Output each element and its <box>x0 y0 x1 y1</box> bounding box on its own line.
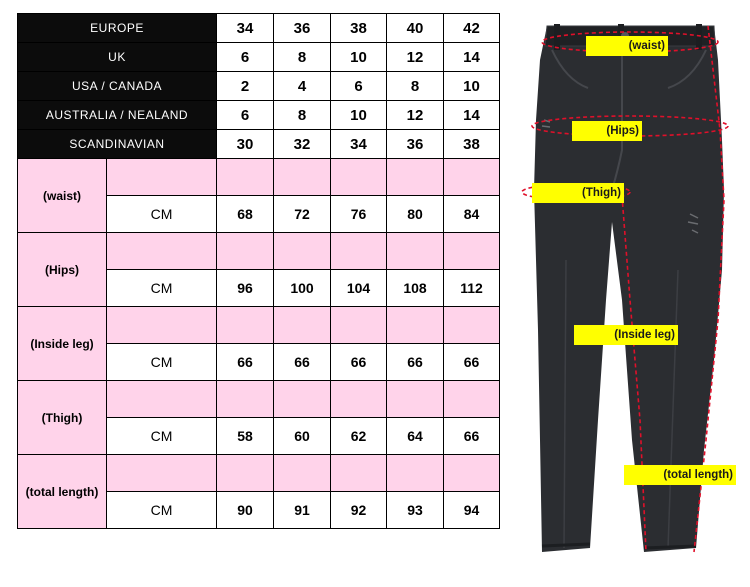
pink-cell <box>107 381 217 418</box>
pink-cell <box>331 233 387 270</box>
measurement-value: 80 <box>387 196 444 233</box>
size-value: 10 <box>331 101 387 130</box>
size-value: 6 <box>331 72 387 101</box>
size-value: 34 <box>331 130 387 159</box>
region-label: AUSTRALIA / NEALAND <box>18 101 217 130</box>
pink-cell <box>217 381 274 418</box>
waist-label: (waist) <box>586 36 668 56</box>
pink-cell <box>387 233 444 270</box>
size-value: 8 <box>274 43 331 72</box>
pink-cell <box>444 381 500 418</box>
pink-cell <box>387 455 444 492</box>
size-value: 10 <box>444 72 500 101</box>
header-row-uk <box>18 43 500 72</box>
size-value: 36 <box>387 130 444 159</box>
size-value: 42 <box>444 14 500 43</box>
measurement-row-waist <box>18 159 500 196</box>
size-value: 12 <box>387 101 444 130</box>
measurement-label: (Hips) <box>18 233 107 307</box>
pink-cell <box>444 159 500 196</box>
measurement-value: 96 <box>217 270 274 307</box>
measurement-value: 62 <box>331 418 387 455</box>
measurement-value: 68 <box>217 196 274 233</box>
size-value: 6 <box>217 101 274 130</box>
measurement-value: 66 <box>274 344 331 381</box>
pink-cell <box>387 307 444 344</box>
measurement-value: 94 <box>444 492 500 529</box>
hips-label: (Hips) <box>572 121 642 141</box>
size-value: 34 <box>217 14 274 43</box>
unit-label: CM <box>107 196 217 233</box>
size-value: 10 <box>331 43 387 72</box>
size-value: 38 <box>331 14 387 43</box>
pink-cell <box>331 159 387 196</box>
region-label: SCANDINAVIAN <box>18 130 217 159</box>
measurement-value: 104 <box>331 270 387 307</box>
pink-cell <box>444 455 500 492</box>
measurement-value: 91 <box>274 492 331 529</box>
size-value: 14 <box>444 101 500 130</box>
measurement-row-thigh <box>18 381 500 418</box>
measurement-value: 60 <box>274 418 331 455</box>
size-value: 30 <box>217 130 274 159</box>
region-label: UK <box>18 43 217 72</box>
thigh-label: (Thigh) <box>532 183 624 203</box>
size-value: 4 <box>274 72 331 101</box>
measurement-value: 66 <box>444 344 500 381</box>
pink-cell <box>107 159 217 196</box>
pink-cell <box>444 307 500 344</box>
size-value: 14 <box>444 43 500 72</box>
pink-cell <box>217 159 274 196</box>
measurement-value: 84 <box>444 196 500 233</box>
hem-line <box>542 544 590 546</box>
size-value: 36 <box>274 14 331 43</box>
measurement-value: 64 <box>387 418 444 455</box>
total-length-label: (total length) <box>624 465 736 485</box>
pink-cell <box>274 307 331 344</box>
inside-leg-label: (Inside leg) <box>574 325 678 345</box>
header-row-usa-canada <box>18 72 500 101</box>
unit-label: CM <box>107 270 217 307</box>
measurement-label: (waist) <box>18 159 107 233</box>
measurement-row-total-length <box>18 455 500 492</box>
measurement-value: 66 <box>331 344 387 381</box>
pink-cell <box>217 307 274 344</box>
pink-cell <box>107 455 217 492</box>
measurement-row-inside-leg <box>18 307 500 344</box>
header-row-australia <box>18 101 500 130</box>
measurement-value: 72 <box>274 196 331 233</box>
header-row-europe <box>18 14 500 43</box>
measurement-value: 76 <box>331 196 387 233</box>
unit-label: CM <box>107 344 217 381</box>
measurement-value: 66 <box>444 418 500 455</box>
measurement-label: (Inside leg) <box>18 307 107 381</box>
pink-cell <box>217 455 274 492</box>
unit-label: CM <box>107 418 217 455</box>
size-value: 32 <box>274 130 331 159</box>
size-value: 38 <box>444 130 500 159</box>
size-value: 40 <box>387 14 444 43</box>
measurement-label: (total length) <box>18 455 107 529</box>
pink-cell <box>107 233 217 270</box>
measurement-value: 112 <box>444 270 500 307</box>
size-value: 6 <box>217 43 274 72</box>
measurement-value: 58 <box>217 418 274 455</box>
measurement-value: 108 <box>387 270 444 307</box>
pink-cell <box>274 455 331 492</box>
measurement-row-hips <box>18 233 500 270</box>
jeans-figure <box>518 0 750 582</box>
pink-cell <box>274 159 331 196</box>
region-label: USA / CANADA <box>18 72 217 101</box>
pink-cell <box>331 455 387 492</box>
pink-cell <box>217 233 274 270</box>
belt-loop <box>696 24 702 50</box>
pink-cell <box>107 307 217 344</box>
belt-loop <box>554 24 560 50</box>
size-chart-table <box>17 13 500 529</box>
pink-cell <box>387 159 444 196</box>
measurement-value: 66 <box>387 344 444 381</box>
pink-cell <box>444 233 500 270</box>
size-value: 12 <box>387 43 444 72</box>
jeans-illustration <box>518 0 750 582</box>
header-row-scandinavian <box>18 130 500 159</box>
measurement-value: 90 <box>217 492 274 529</box>
unit-label: CM <box>107 492 217 529</box>
measurement-value: 92 <box>331 492 387 529</box>
pink-cell <box>331 381 387 418</box>
pink-cell <box>274 381 331 418</box>
region-label: EUROPE <box>18 14 217 43</box>
measurement-label: (Thigh) <box>18 381 107 455</box>
pink-cell <box>274 233 331 270</box>
size-value: 8 <box>274 101 331 130</box>
pink-cell <box>331 307 387 344</box>
size-value: 8 <box>387 72 444 101</box>
measurement-value: 93 <box>387 492 444 529</box>
pink-cell <box>387 381 444 418</box>
hem-line <box>644 546 696 548</box>
measurement-value: 100 <box>274 270 331 307</box>
size-value: 2 <box>217 72 274 101</box>
measurement-value: 66 <box>217 344 274 381</box>
